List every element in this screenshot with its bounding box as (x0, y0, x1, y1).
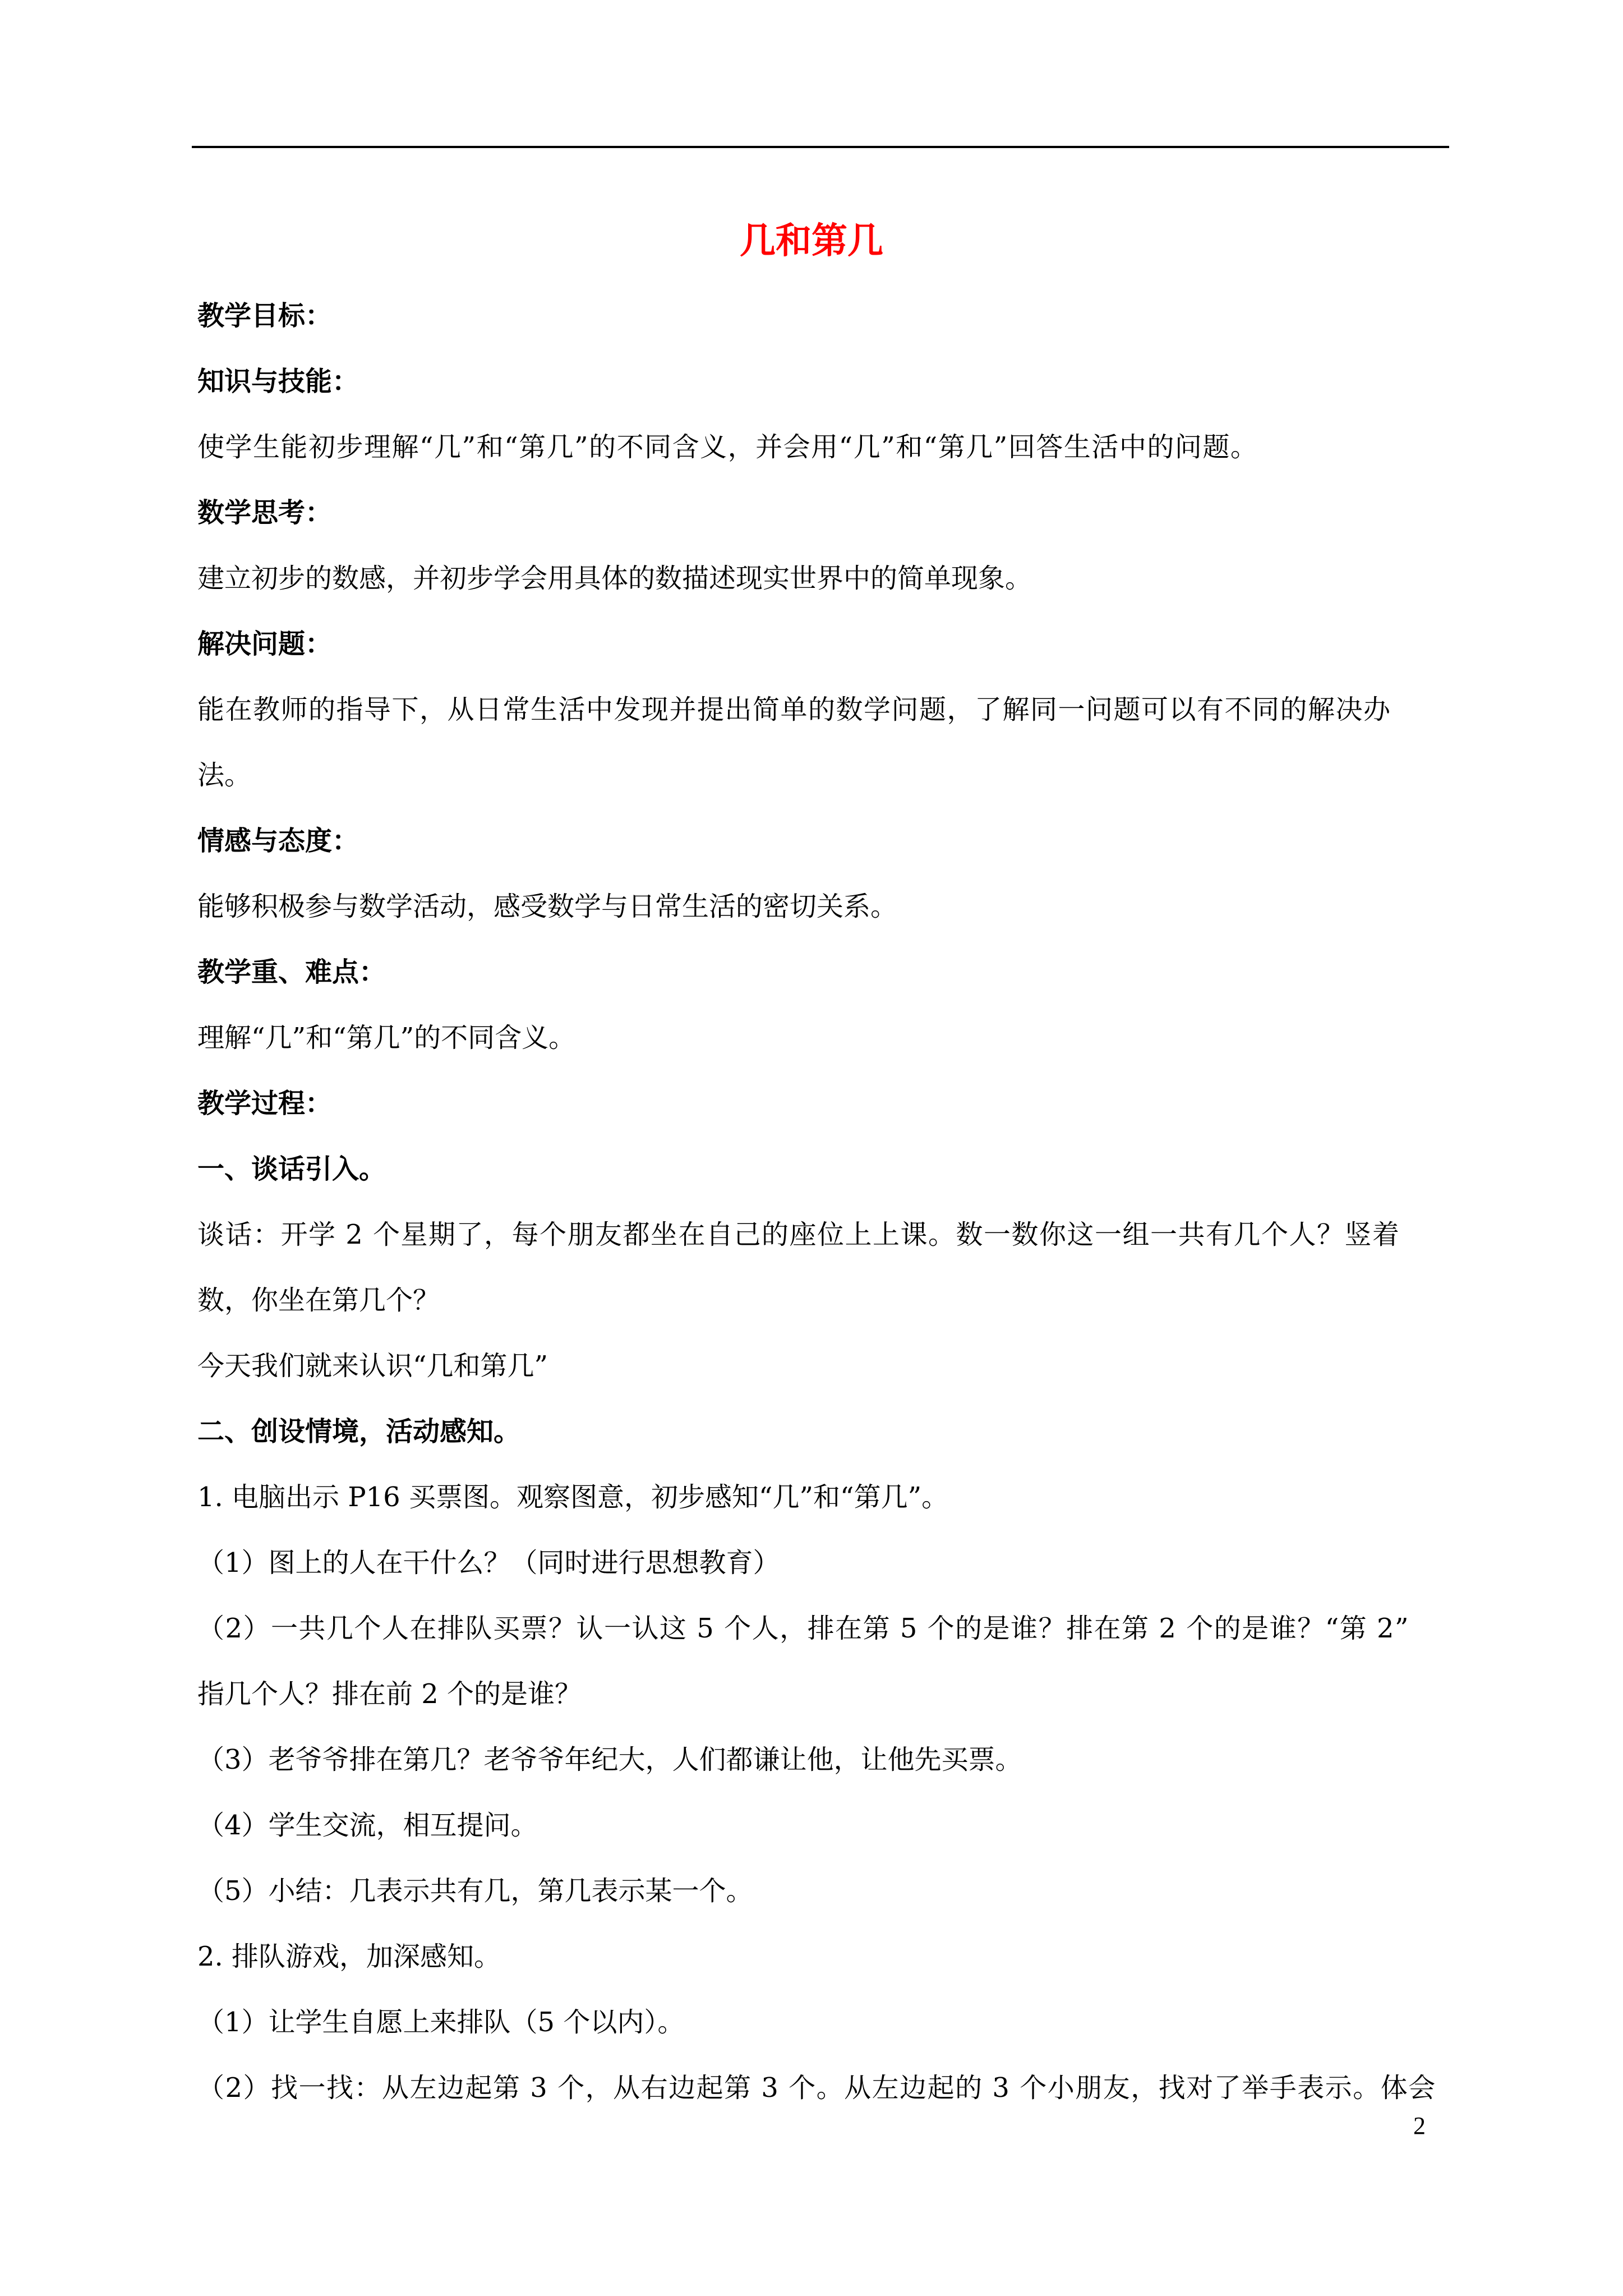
paragraph-line: 能在教师的指导下，从日常生活中发现并提出简单的数学问题，了解同一问题可以有不同的解决办 (197, 694, 1391, 725)
heading-problem-solving: 解决问题： (197, 628, 333, 660)
page-title: 几和第几 (740, 220, 883, 262)
paragraph-line: 法。 (197, 760, 252, 791)
list-item: （5）小结：几表示共有几，第几表示某一个。 (197, 1875, 753, 1907)
list-item: （3）老爷爷排在第几？老爷爷年纪大，人们都谦让他，让他先买票。 (197, 1744, 1022, 1775)
heading-math-thinking: 数学思考： (197, 497, 333, 528)
heading-emotion-attitude: 情感与态度： (197, 825, 359, 857)
paragraph-line: 建立初步的数感，并初步学会用具体的数描述现实世界中的简单现象。 (197, 563, 1032, 594)
paragraph-line: 今天我们就来认识“几和第几” (197, 1350, 548, 1382)
list-item: （2）一共几个人在排队买票？认一认这 5 个人，排在第 5 个的是谁？排在第 2 个的是谁？“第 2” (197, 1613, 1410, 1644)
section-heading: 二、创设情境，活动感知。 (197, 1416, 521, 1447)
list-item: （2）找一找：从左边起第 3 个，从右边起第 3 个。从左边起的 3 个小朋友，找对了举手表示。体会 (197, 2072, 1436, 2104)
paragraph-line: 指几个人？排在前 2 个的是谁？ (197, 1678, 582, 1710)
paragraph-line: 能够积极参与数学活动，感受数学与日常生活的密切关系。 (197, 891, 898, 922)
heading-teaching-goals: 教学目标： (197, 300, 333, 332)
paragraph-line: 谈话：开学 2 个星期了，每个朋友都坐在自己的座位上上课。数一数你这一组一共有几个人？竖着 (197, 1219, 1400, 1250)
paragraph-line: 数，你坐在第几个？ (197, 1285, 440, 1316)
page-number: 2 (1413, 2112, 1426, 2139)
heading-key-points: 教学重、难点： (197, 956, 386, 988)
header-rule (192, 146, 1449, 148)
paragraph-line: 理解“几”和“第几”的不同含义。 (197, 1022, 576, 1053)
heading-teaching-process: 教学过程： (197, 1088, 333, 1119)
heading-knowledge-skills: 知识与技能： (197, 366, 359, 397)
list-item: （4）学生交流，相互提问。 (197, 1810, 538, 1841)
list-item: 2. 排队游戏，加深感知。 (197, 1941, 501, 1972)
section-heading: 一、谈话引入。 (197, 1153, 386, 1185)
list-item: 1. 电脑出示 P16 买票图。观察图意，初步感知“几”和“第几”。 (197, 1481, 949, 1513)
list-item: （1）让学生自愿上来排队（5 个以内）。 (197, 2007, 685, 2038)
list-item: （1）图上的人在干什么？（同时进行思想教育） (197, 1547, 780, 1579)
paragraph-line: 使学生能初步理解“几”和“第几”的不同含义，并会用“几”和“第几”回答生活中的问题。 (197, 431, 1258, 463)
